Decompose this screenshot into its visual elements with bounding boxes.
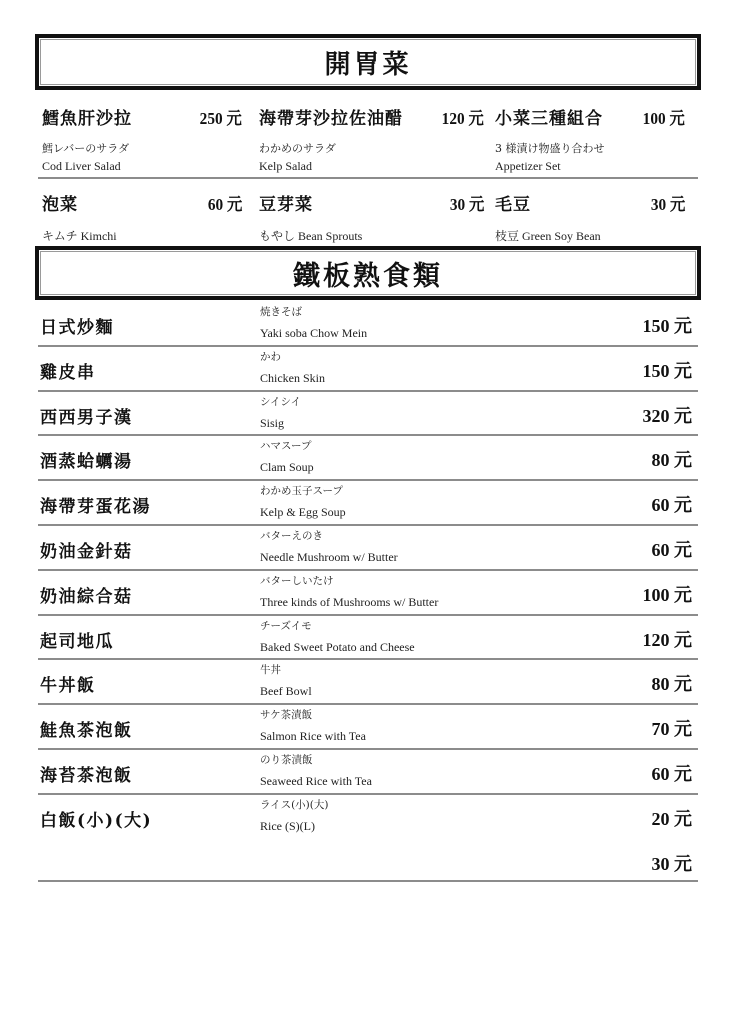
list-item (38, 436, 698, 481)
item-price: 320 元 (642, 405, 692, 426)
item-price: 120 元 (642, 629, 692, 650)
item-price: 30 元 (650, 195, 685, 214)
item-english-name: Clam Soup (260, 460, 314, 475)
item-price: 100 元 (642, 109, 685, 128)
item-price: 120 元 (441, 109, 484, 128)
item-japanese-name: バターしいたけ (260, 574, 334, 587)
item-price-large: 30 元 (651, 853, 692, 874)
item-japanese-name: のり茶漬飯 (260, 753, 313, 766)
item-english-name: Baked Sweet Potato and Cheese (260, 639, 415, 654)
item-english-name: Kelp & Egg Soup (260, 505, 346, 520)
item-japanese-name: かわ (260, 350, 281, 363)
item-subtitle: キムチ Kimchi (42, 229, 117, 243)
item-english-name: Kelp Salad (259, 159, 312, 173)
list-item (38, 526, 698, 571)
list-item (38, 795, 698, 882)
item-japanese-name: 牛丼 (260, 664, 281, 677)
item-japanese-name: ライス(小)(大) (260, 798, 329, 811)
item-japanese-name: 3 様漬け物盛り合わせ (495, 142, 605, 155)
item-price: 80 元 (651, 450, 692, 471)
item-name: 奶油金針菇 (40, 541, 133, 562)
menu-item-kimchi (42, 181, 242, 245)
item-name: 雞皮串 (40, 362, 96, 383)
item-english-name: Appetizer Set (495, 159, 561, 173)
item-price: 60 元 (651, 763, 692, 784)
list-item (38, 705, 698, 750)
item-japanese-name: サケ茶漬飯 (260, 709, 313, 722)
item-name: 酒蒸蛤蠣湯 (40, 452, 133, 473)
item-japanese-name: バターえのき (260, 529, 323, 542)
item-price: 60 元 (651, 539, 692, 560)
item-name: 豆芽菜 (259, 195, 313, 215)
item-price: 60 元 (651, 495, 692, 516)
item-japanese-name: チーズイモ (260, 619, 312, 632)
menu-item-cod-liver-salad (42, 96, 242, 177)
item-name: 海帶芽蛋花湯 (40, 497, 151, 518)
menu-item-green-soy-bean (495, 181, 685, 245)
list-item (38, 660, 698, 705)
section-title-appetizers: 開胃菜 (324, 49, 412, 80)
list-item (38, 481, 698, 526)
list-item (38, 750, 698, 795)
item-english-name: Sisig (260, 415, 285, 430)
item-english-name: Three kinds of Mushrooms w/ Butter (260, 594, 439, 609)
item-name: 鮭魚茶泡飯 (40, 721, 133, 742)
item-japanese-name: ハマスープ (260, 440, 312, 453)
item-price: 60 元 (207, 195, 242, 214)
section-header-appetizers (35, 34, 701, 90)
item-name: 鱈魚肝沙拉 (42, 109, 132, 129)
item-price: 80 元 (651, 674, 692, 695)
list-item (38, 302, 698, 347)
item-price-small: 20 元 (651, 808, 692, 829)
list-item (38, 392, 698, 437)
item-name: 海苔茶泡飯 (40, 765, 133, 786)
item-price: 150 元 (642, 360, 692, 381)
item-name: 西西男子漢 (40, 407, 133, 428)
item-japanese-name: わかめのサラダ (259, 142, 336, 155)
item-price: 100 元 (642, 584, 692, 605)
item-english-name: Chicken Skin (260, 370, 325, 385)
section-title-teppan: 鐵板熟食類 (293, 260, 443, 292)
item-price: 70 元 (651, 719, 692, 740)
item-japanese-name: わかめ玉子スープ (260, 485, 343, 498)
item-price: 150 元 (642, 316, 692, 336)
item-english-name: Seaweed Rice with Tea (260, 773, 372, 788)
item-name: 毛豆 (495, 195, 531, 215)
item-english-name: Salmon Rice with Tea (260, 729, 366, 744)
item-name: 奶油綜合菇 (40, 586, 133, 607)
item-name: 泡菜 (42, 195, 78, 215)
item-japanese-name: 焼きそば (260, 306, 302, 318)
item-name: 海帶芽沙拉佐油醋 (259, 109, 403, 129)
teppan-item-list (38, 302, 698, 882)
list-item (38, 616, 698, 661)
list-item (38, 571, 698, 616)
item-name: 牛丼飯 (40, 676, 96, 697)
item-english-name: Yaki soba Chow Mein (260, 326, 368, 340)
item-english-name: Cod Liver Salad (42, 159, 121, 173)
item-english-name: Beef Bowl (260, 684, 312, 699)
menu-item-bean-sprouts (259, 181, 484, 245)
appetizer-row (38, 96, 698, 179)
item-japanese-name: シイシイ (260, 395, 301, 408)
item-name: 起司地瓜 (40, 631, 114, 652)
item-name: 日式炒麵 (40, 318, 114, 338)
item-japanese-name: 鱈レバーのサラダ (42, 142, 130, 155)
item-english-name: Needle Mushroom w/ Butter (260, 549, 398, 564)
item-price: 30 元 (449, 195, 484, 214)
menu-item-kelp-salad (259, 96, 484, 177)
appetizer-row (38, 181, 698, 245)
menu-item-appetizer-set (495, 96, 685, 177)
item-name: 小菜三種組合 (495, 109, 603, 129)
section-header-teppan (35, 246, 701, 300)
item-name: 白飯(小)(大) (40, 810, 153, 831)
item-price: 250 元 (199, 109, 242, 128)
list-item (38, 347, 698, 392)
item-subtitle: 枝豆 Green Soy Bean (495, 229, 601, 243)
item-subtitle: もやし Bean Sprouts (259, 229, 363, 243)
item-english-name: Rice (S)(L) (260, 818, 315, 833)
